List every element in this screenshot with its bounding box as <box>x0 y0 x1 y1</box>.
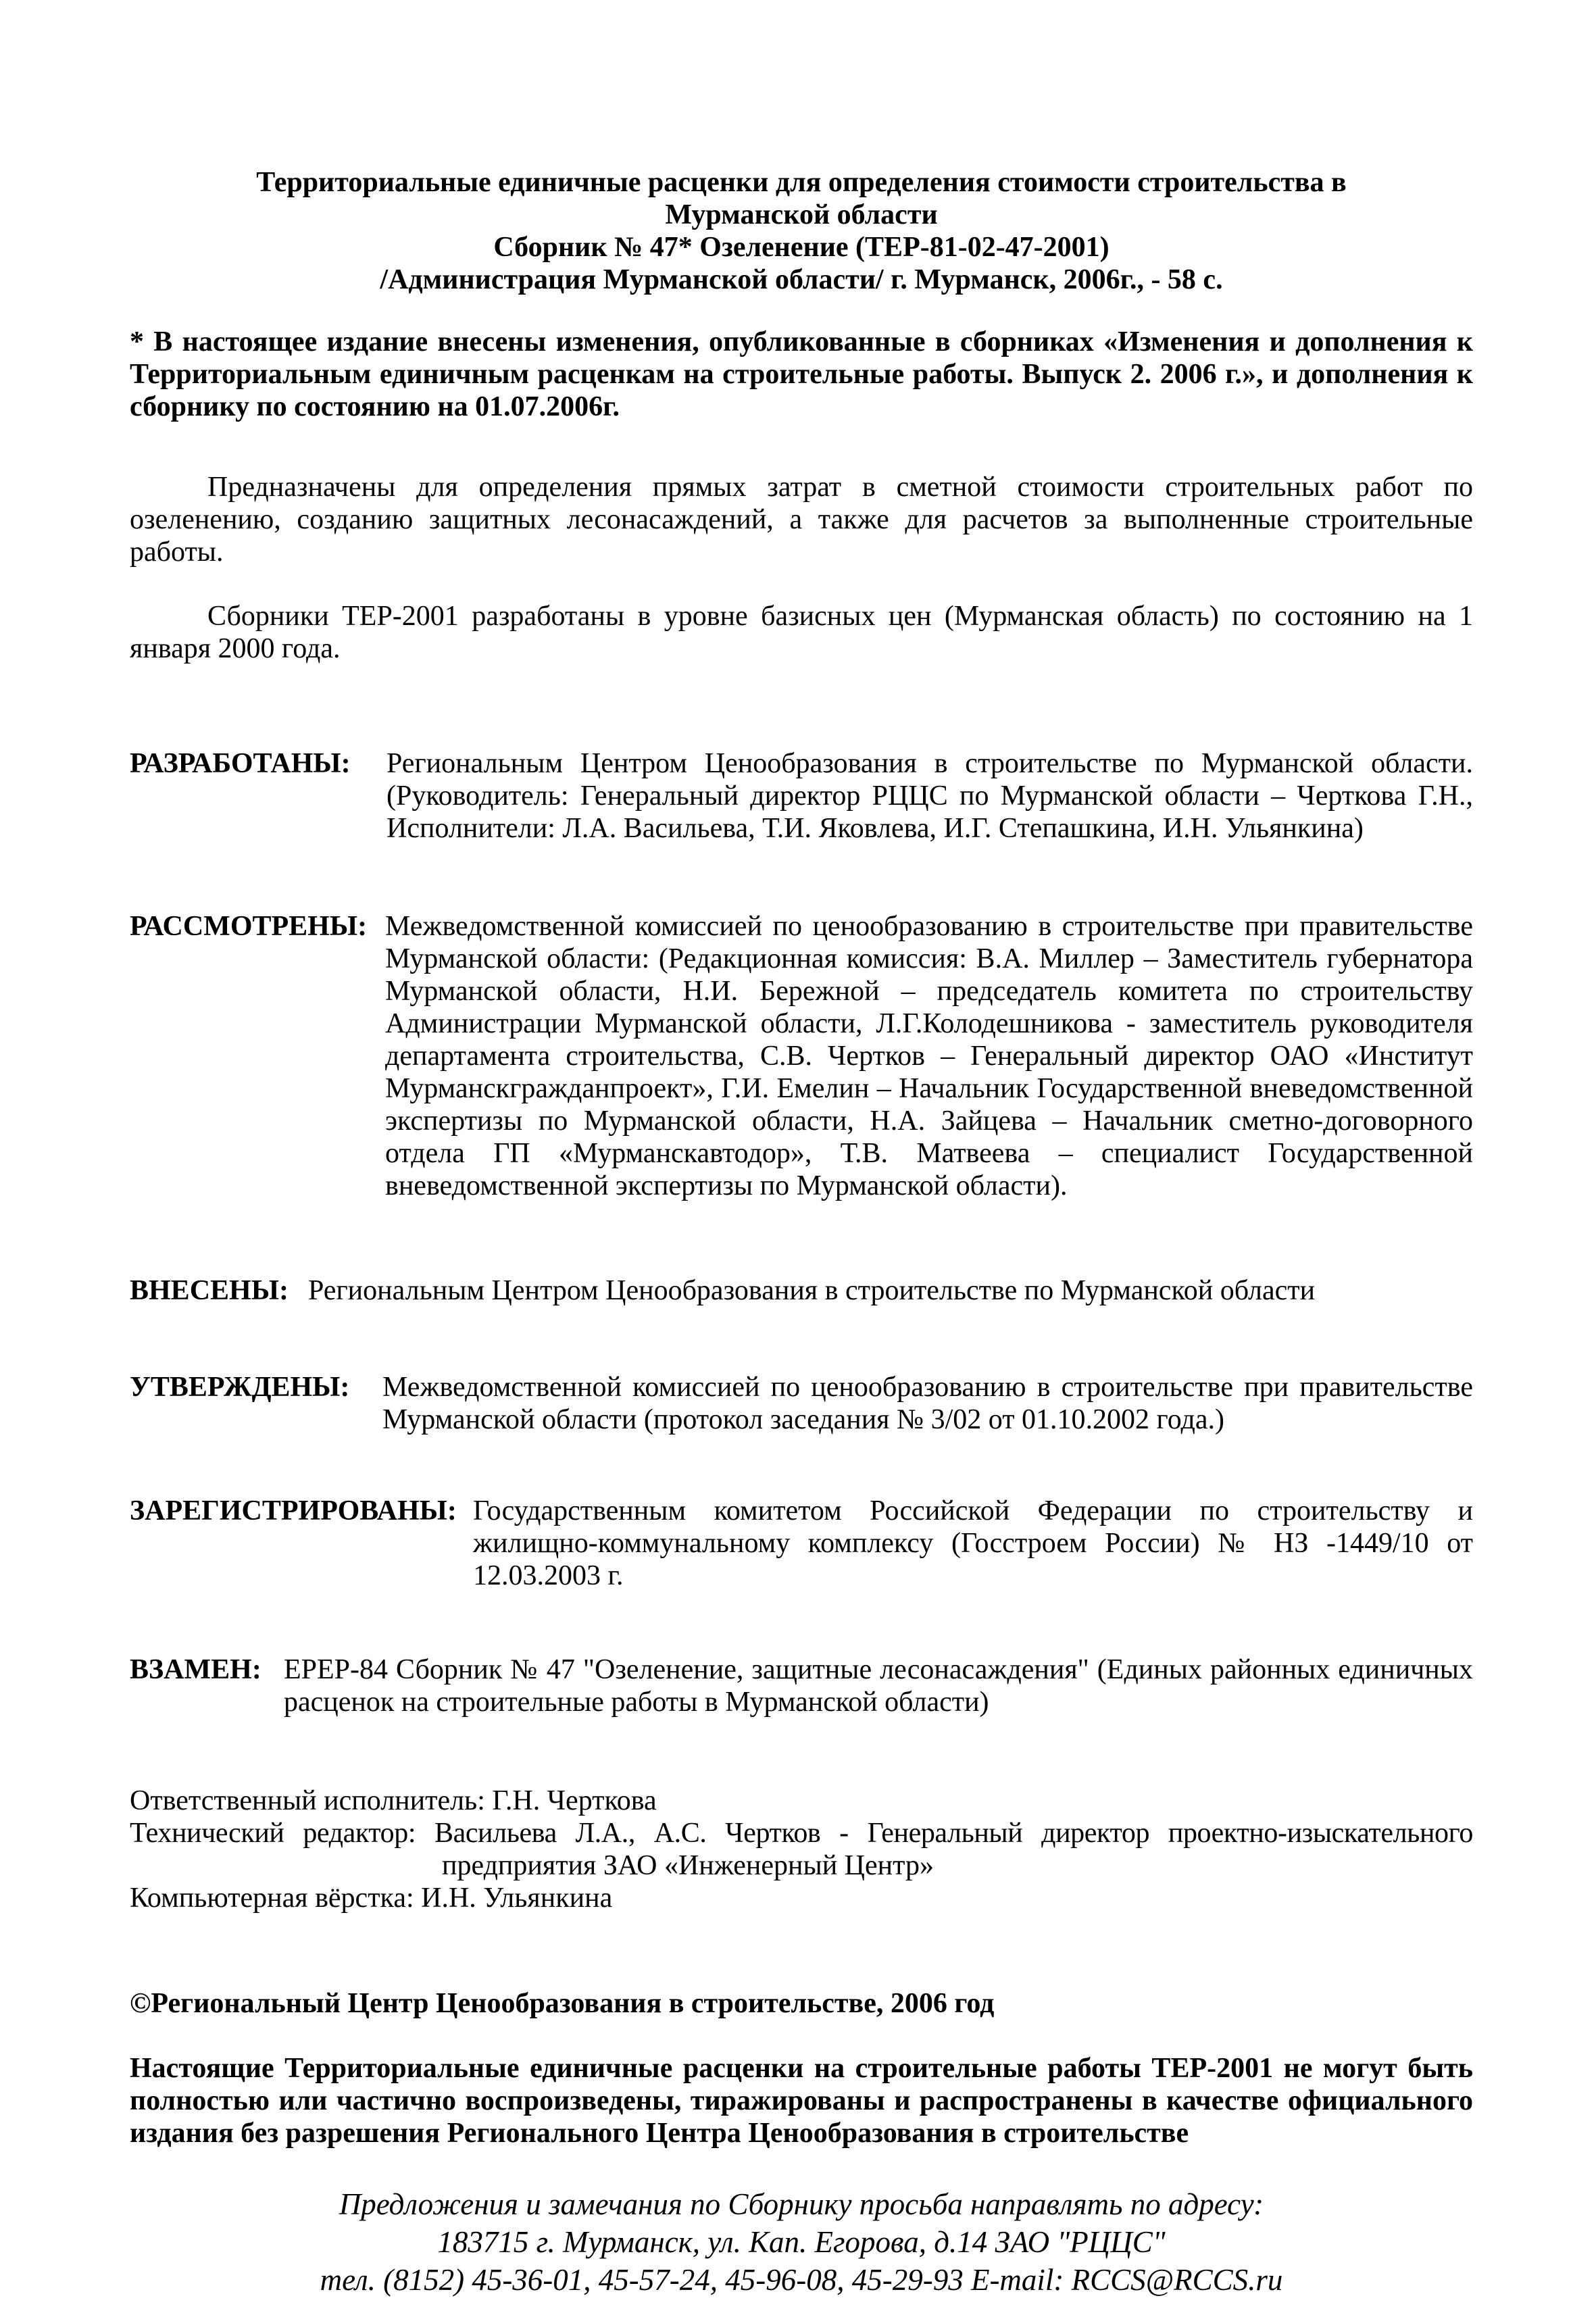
section-label: ВНЕСЕНЫ: <box>130 1275 289 1306</box>
title-line-1: Территориальные единичные расценки для определения стоимости строительства в <box>256 167 1347 198</box>
footer-block <box>130 2185 1473 2299</box>
copyright-line: ©Региональный Центр Ценообразования в строительстве, 2006 год <box>130 1988 995 2019</box>
section-label: ВЗАМЕН: <box>130 1654 261 1685</box>
title-block <box>130 166 1473 296</box>
section-registered <box>130 1495 1473 1592</box>
section-label: ЗАРЕГИСТРИРОВАНЫ: <box>130 1495 457 1526</box>
title-line-4: /Администрация Мурманской области/ г. Мурманск, 2006г., - 58 с. <box>380 264 1223 295</box>
technical-editor-continuation: предприятия ЗАО «Инженерный Центр» <box>442 1850 934 1881</box>
section-text: Региональным Центром Ценообразования в строительстве по Мурманской области. (Руководитель: Генеральный директор РЦЦС по Мурманской области – Черткова Г.Н., Исполнители: Л.А. Васильева, Т.И. Яковлева, И.Г. Степашкина, И.Н. Ульянкина) <box>386 748 1473 844</box>
section-text: Межведомственной комиссией по ценообразованию в строительстве при правительстве Мурманской области: (Редакционная комиссия: В.А. Миллер – Заместитель губернатора Мурманской области, Н.И. Бережной – председатель комитета по строительству Администрации Мурманской области, Л.Г.Колодешникова - заместитель руководителя департамента строительства, С.В. Чертков – Генеральный директор ОАО «Институт Мурманскгражданпроект», Г.И. Емелин – Начальник Государственной вневедомственной экспертизы по Мурманской области, Н.А. Зайцева – Начальник сметно-договорного отдела ГП «Мурманскавтодор», Т.В. Матвеева – специалист Государственной вневедомственной экспертизы по Мурманской области). <box>385 911 1473 1201</box>
section-label: РАЗРАБОТАНЫ: <box>130 748 351 779</box>
restriction-paragraph: Настоящие Территориальные единичные расценки на строительные работы ТЕР-2001 не могут быть полностью или частично воспроизведены, тиражированы и распространены в качестве официального издания без разрешения Регионального Центра Ценообразования в строительстве <box>130 2053 1473 2149</box>
credits-block <box>130 1785 1473 1914</box>
section-text: Региональным Центром Ценообразования в строительстве по Мурманской области <box>308 1275 1316 1306</box>
computer-layout-line: Компьютерная вёрстка: И.Н. Ульянкина <box>130 1883 613 1914</box>
basis-paragraph: Сборники ТЕР-2001 разработаны в уровне базисных цен (Мурманская область) по состоянию на 1 января 2000 года. <box>130 601 1473 664</box>
technical-editor-line: Технический редактор: Васильева Л.А., А.С. Чертков - Генеральный директор проектно-изыскательного <box>130 1818 1473 1849</box>
section-text: Межведомственной комиссией по ценообразованию в строительстве при правительстве Мурманской области (протокол заседания № 3/02 от 01.10.2002 года.) <box>382 1372 1473 1435</box>
edition-note: * В настоящее издание внесены изменения, опубликованные в сборниках «Изменения и дополнения к Территориальным единичным расценкам на строительные работы. Выпуск 2. 2006 г.», и дополнения к сборнику по состоянию на 01.07.2006г. <box>130 326 1473 422</box>
footer-address-intro: Предложения и замечания по Сборнику просьба направлять по адресу: <box>339 2187 1264 2221</box>
title-line-2: Мурманской области <box>665 199 938 230</box>
section-approved <box>130 1371 1473 1436</box>
title-line-3: Сборник № 47* Озеленение (ТЕР-81-02-47-2001) <box>493 232 1109 263</box>
purpose-paragraph: Предназначены для определения прямых затрат в сметной стоимости строительных работ по озеленению, созданию защитных лесонасаждений, а также для расчетов за выполненные строительные работы. <box>130 472 1473 568</box>
section-replaces <box>130 1653 1473 1718</box>
section-reviewed <box>130 910 1473 1202</box>
footer-contacts: тел. (8152) 45-36-01, 45-57-24, 45-96-08, 45-29-93 E-mail: RCCS@RCCS.ru <box>320 2263 1283 2297</box>
section-label: УТВЕРЖДЕНЫ: <box>130 1372 350 1403</box>
footer-address: 183715 г. Мурманск, ул. Кап. Егорова, д.14 ЗАО "РЦЦС" <box>437 2225 1166 2259</box>
section-developed <box>130 747 1473 845</box>
section-submitted <box>130 1274 1473 1307</box>
responsible-executor-line: Ответственный исполнитель: Г.Н. Черткова <box>130 1785 657 1816</box>
section-text: ЕРЕР-84 Сборник № 47 "Озеленение, защитные лесонасаждения" (Единых районных единичных расценок на строительные работы в Мурманской области) <box>284 1654 1473 1718</box>
section-text: Государственным комитетом Российской Федерации по строительству и жилищно-коммунальному комплексу (Госстроем России) № НЗ -1449/10 от 12.03.2003 г. <box>473 1495 1473 1591</box>
section-label: РАССМОТРЕНЫ: <box>130 911 368 942</box>
